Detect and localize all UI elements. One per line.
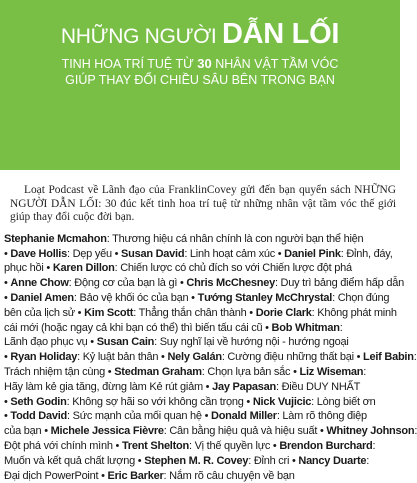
line-text: : Duy trì bảng điểm hấp dẫn bbox=[274, 277, 404, 290]
line-text: : Lòng biết ơn bbox=[311, 395, 376, 408]
person-name: Brendon Burchard bbox=[279, 439, 373, 452]
person-name: Michele Jessica Fièvre bbox=[50, 425, 164, 438]
text-line bbox=[4, 291, 396, 306]
line-text: • bbox=[4, 410, 11, 423]
person-name: Kim Scott bbox=[84, 306, 134, 319]
line-text: • bbox=[4, 291, 11, 304]
person-name: Stedman Graham bbox=[114, 365, 202, 378]
text-line bbox=[4, 261, 396, 276]
book-title bbox=[0, 18, 400, 51]
line-text: : Không phát minh bbox=[311, 306, 397, 319]
person-name: Karen Dillon bbox=[52, 262, 115, 275]
person-name: Donald Miller bbox=[211, 410, 277, 423]
book-description bbox=[4, 184, 417, 483]
person-name: Daniel Pink bbox=[284, 247, 341, 260]
person-name: Chris McChesney bbox=[186, 277, 275, 290]
line-text: : Linh hoạt cảm xúc • bbox=[184, 247, 285, 260]
line-text: : Làm rõ thông điệp bbox=[276, 410, 367, 423]
text-line bbox=[4, 454, 396, 469]
person-name: Liz Wiseman bbox=[299, 365, 364, 378]
line-text: • bbox=[4, 277, 11, 290]
person-name: Leif Babin bbox=[363, 351, 414, 364]
contributor-list bbox=[4, 232, 417, 483]
text-line bbox=[4, 424, 417, 439]
text-line bbox=[4, 232, 396, 247]
line-text: : Thương hiệu cá nhân chính là con người bạn thể hiện bbox=[106, 232, 364, 245]
line-text: : Không sợ hãi so với không cần trọng • bbox=[66, 395, 253, 408]
line-text: Hãy làm kẻ gia tăng, đừng làm Kẻ rút giảm • bbox=[4, 380, 213, 393]
text-line bbox=[4, 306, 396, 321]
person-name: Nick Vujicic bbox=[252, 395, 312, 408]
subtitle-text-c: NHÂN VẬT TẦM VÓC bbox=[211, 57, 339, 71]
line-text: : bbox=[339, 321, 343, 334]
person-name: Susan David bbox=[121, 247, 185, 260]
person-name: Seth Godin bbox=[10, 395, 67, 408]
book-title-part1: NHỮNG NGƯỜI bbox=[60, 25, 222, 48]
line-text: : Cân bằng hiệu quả và hiệu suất • bbox=[163, 425, 327, 438]
person-name: Whitney Johnson bbox=[326, 425, 415, 438]
line-text: : Cường điệu những thất bại • bbox=[221, 351, 364, 364]
line-text: Trách nhiệm tận cùng • bbox=[4, 365, 115, 378]
line-text: : Động cơ của bạn là gì • bbox=[68, 277, 187, 290]
text-line bbox=[4, 276, 404, 291]
line-text: : Chiến lược có chủ đích so với Chiến lược đột phá bbox=[114, 262, 352, 275]
line-text: : Chọn lựa bản sắc • bbox=[201, 365, 300, 378]
person-name: Ryan Holiday bbox=[10, 351, 78, 364]
person-name: Stephanie Mcmahon bbox=[4, 232, 107, 245]
line-text: : bbox=[413, 351, 417, 364]
line-text: : Suy nghĩ lại về hướng nội - hướng ngoại bbox=[154, 336, 349, 349]
line-text: : bbox=[372, 439, 376, 452]
line-text: Lãnh đạo phục vụ • bbox=[4, 336, 97, 349]
line-text: : Chọn đúng bbox=[332, 291, 390, 304]
line-text: của bạn • bbox=[4, 425, 51, 438]
text-line bbox=[4, 409, 396, 424]
line-text: : Bảo vệ khối óc của bạn • bbox=[73, 291, 198, 304]
line-text: phục hồi • bbox=[4, 262, 53, 275]
person-name: Nancy Duarte bbox=[298, 454, 367, 467]
line-text: : Vị thế quyền lực • bbox=[188, 439, 280, 452]
line-text: • bbox=[4, 247, 11, 260]
line-text: : Dẹp yếu • bbox=[66, 247, 122, 260]
person-name: Anne Chow bbox=[10, 277, 69, 290]
line-text: : Thẳng thắn chân thành • bbox=[133, 306, 256, 319]
line-text: : Sức mạnh của mối quan hệ • bbox=[67, 410, 211, 423]
line-text: : Điều DUY NHẤT bbox=[276, 380, 361, 393]
line-text: : Kỷ luật bản thân • bbox=[77, 351, 168, 364]
person-name: Bob Whitman bbox=[271, 321, 340, 334]
text-line bbox=[4, 439, 396, 454]
subtitle-text-a: TINH HOA TRÍ TUỆ TỪ bbox=[61, 57, 198, 71]
text-line bbox=[4, 350, 417, 365]
line-text: • bbox=[4, 351, 11, 364]
line-text: : bbox=[363, 365, 367, 378]
person-name: Nely Galán bbox=[167, 351, 222, 364]
subtitle-line-2: GIÚP THAY ĐỔI CHIỀU SÂU BÊN TRONG BẠN bbox=[65, 73, 335, 87]
person-name: Dorie Clark bbox=[255, 306, 312, 319]
book-subtitle bbox=[0, 56, 400, 88]
line-text: : Đỉnh, đáy, bbox=[340, 247, 393, 260]
subtitle-number: 30 bbox=[197, 56, 212, 71]
text-line bbox=[4, 247, 396, 262]
line-text: : bbox=[366, 454, 370, 467]
person-name: Trent Shelton bbox=[121, 439, 189, 452]
title-banner bbox=[0, 0, 400, 170]
line-text: Đại dịch PowerPoint • bbox=[4, 469, 108, 482]
book-title-part2: DẪN LỐI bbox=[221, 18, 340, 50]
text-line bbox=[4, 365, 396, 380]
intro-paragraph: Loạt Podcast về Lãnh đạo của FranklinCovey gửi đến bạn quyển sách NHỮNG NGƯỜI DẪN LỐI: 30 đúc kết tinh hoa trí tuệ từ những nhân vật tầm vóc thế giới giúp thay đổi cuộc đời bạn. bbox=[10, 184, 396, 224]
person-name: Eric Barker bbox=[107, 469, 164, 482]
line-text: cái mới (hoặc ngay cả khi bạn có thể) thì biến tấu cái cũ • bbox=[4, 321, 272, 334]
line-text: • bbox=[4, 395, 11, 408]
person-name: Jay Papasan bbox=[212, 380, 276, 393]
person-name: Tướng Stanley McChrystal bbox=[197, 291, 333, 304]
line-text: Muốn và kết quả chất lượng • bbox=[4, 454, 145, 467]
person-name: Stephen M. R. Covey bbox=[144, 454, 249, 467]
line-text: Đột phá với chính mình • bbox=[4, 439, 122, 452]
text-line bbox=[4, 469, 396, 483]
line-text: bên của lịch sử • bbox=[4, 306, 85, 319]
text-line bbox=[4, 321, 396, 336]
person-name: Susan Cain bbox=[96, 336, 155, 349]
line-text: : Nắm rõ câu chuyện về bạn bbox=[163, 469, 295, 482]
text-line bbox=[4, 380, 396, 395]
text-line bbox=[4, 395, 396, 410]
person-name: Todd David bbox=[10, 410, 67, 423]
text-line bbox=[4, 335, 396, 350]
subtitle-line-1 bbox=[0, 56, 400, 72]
line-text: : Đỉnh cri • bbox=[248, 454, 299, 467]
person-name: Dave Hollis bbox=[10, 247, 67, 260]
person-name: Daniel Amen bbox=[10, 291, 74, 304]
line-text: : bbox=[414, 425, 417, 438]
